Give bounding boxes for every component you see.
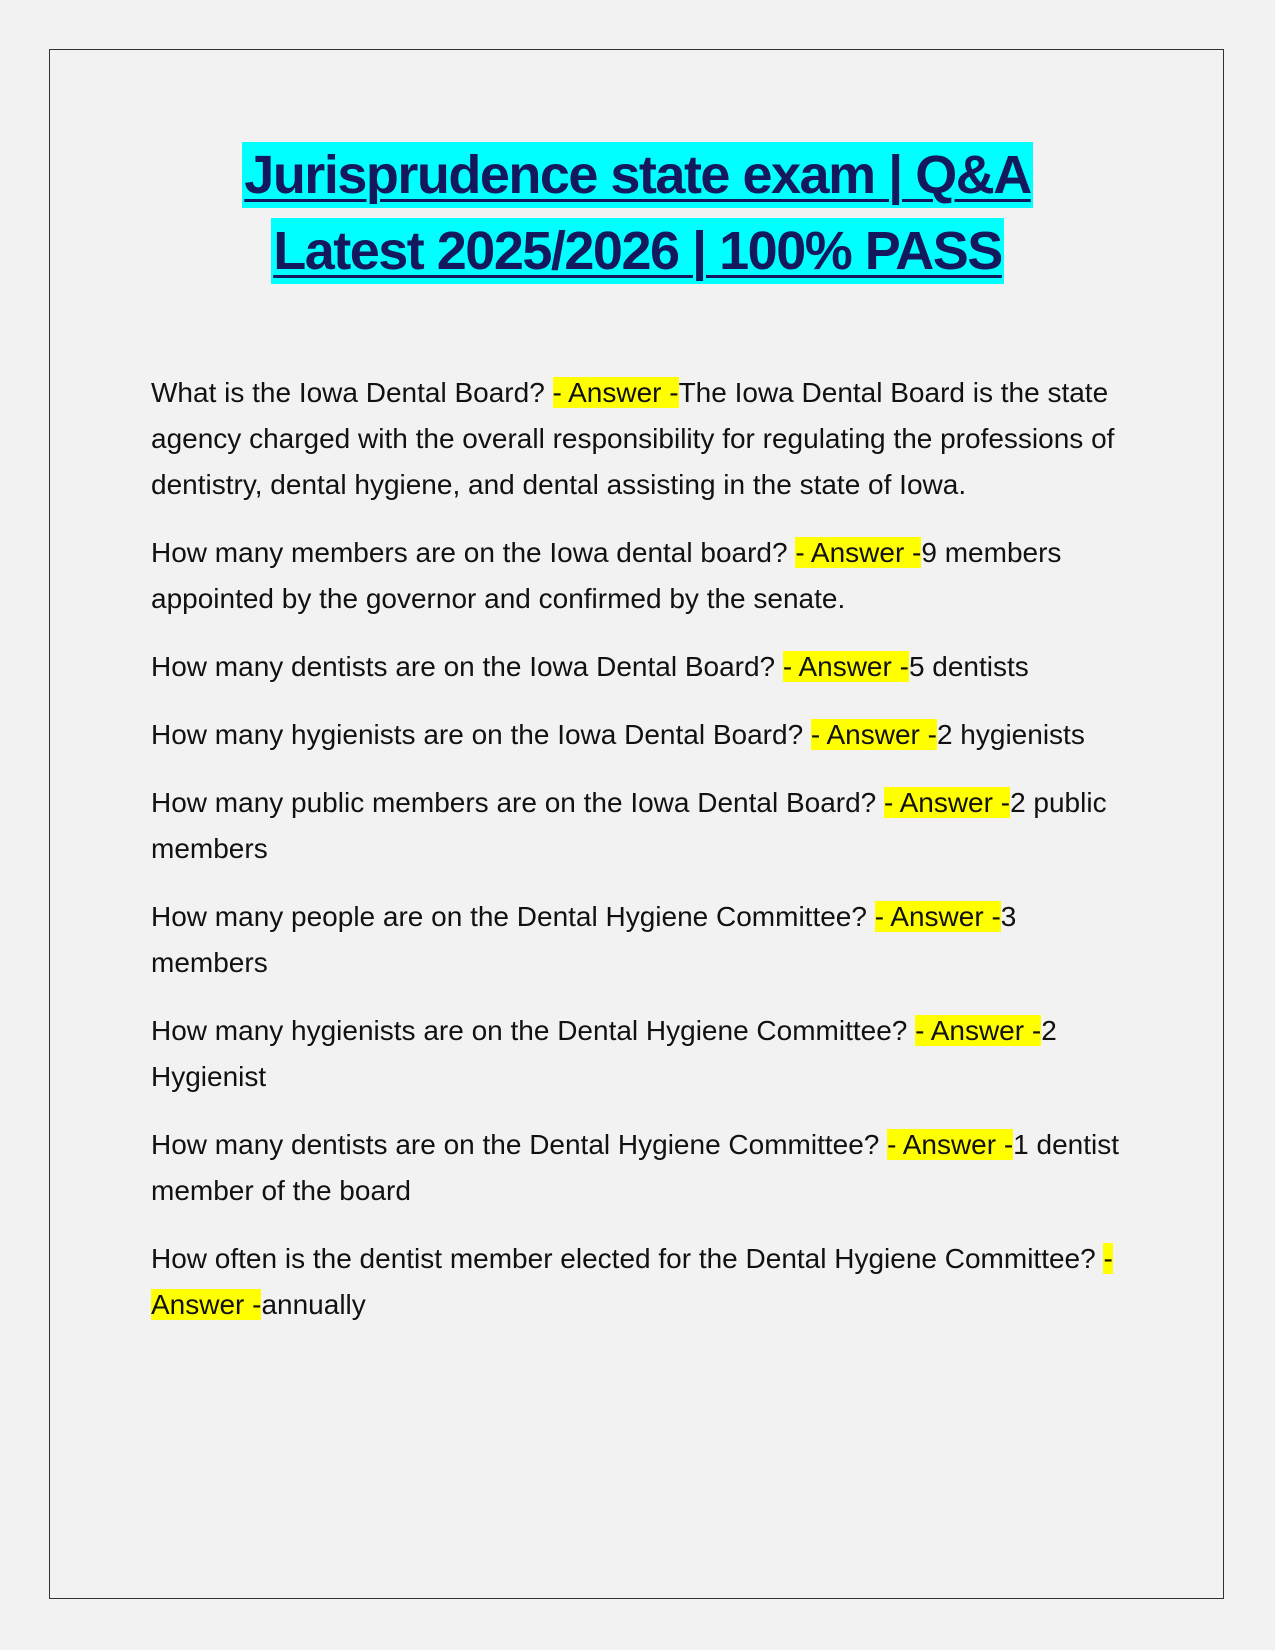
title-line-2: Latest 2025/2026 | 100% PASS: [271, 218, 1004, 284]
answer-text: 2 public members: [151, 787, 1107, 864]
answer-text: 2 Hygienist: [151, 1015, 1057, 1092]
answer-text: 9 members appointed by the governor and confirmed by the senate.: [151, 537, 1062, 614]
answer-text: 1 dentist member of the board: [151, 1129, 1120, 1206]
qa-item: [151, 1008, 1136, 1100]
qa-item: [151, 712, 1136, 758]
answer-text: 3 members: [151, 901, 1017, 978]
qa-item: [151, 1236, 1136, 1328]
title-line-1: Jurisprudence state exam | Q&A: [242, 142, 1032, 208]
question-text: What is the Iowa Dental Board?: [151, 377, 553, 408]
qa-item: [151, 530, 1136, 622]
page-title: [0, 142, 1275, 294]
question-text: How many hygienists are on the Iowa Dental Board?: [151, 719, 811, 750]
question-text: How many public members are on the Iowa Dental Board?: [151, 787, 885, 818]
answer-marker: - Answer -: [884, 787, 1011, 818]
question-text: How often is the dentist member elected for the Dental Hygiene Committee?: [151, 1243, 1104, 1274]
qa-list: [151, 370, 1136, 1350]
qa-item: [151, 780, 1136, 872]
qa-item: [151, 1122, 1136, 1214]
qa-item: [151, 894, 1136, 986]
answer-text: The Iowa Dental Board is the state agency charged with the overall responsibility for regulating the professions of dentistry, dental hygiene, and dental assisting in the state of Iowa.: [151, 377, 1115, 500]
answer-marker: - Answer -: [874, 901, 1001, 932]
qa-item: [151, 644, 1136, 690]
answer-marker: - Answer -: [151, 1243, 1113, 1320]
answer-marker: - Answer -: [552, 377, 679, 408]
answer-marker: - Answer -: [795, 537, 922, 568]
question-text: How many hygienists are on the Dental Hygiene Committee?: [151, 1015, 916, 1046]
answer-text: 5 dentists: [908, 651, 1029, 682]
answer-marker: - Answer -: [810, 719, 937, 750]
question-text: How many people are on the Dental Hygiene Committee?: [151, 901, 875, 932]
question-text: How many dentists are on the Iowa Dental Board?: [151, 651, 783, 682]
answer-marker: - Answer -: [915, 1015, 1042, 1046]
answer-text: 2 hygienists: [936, 719, 1085, 750]
answer-text: annually: [261, 1289, 366, 1320]
answer-marker: - Answer -: [887, 1129, 1014, 1160]
answer-marker: - Answer -: [782, 651, 909, 682]
qa-item: [151, 370, 1136, 508]
question-text: How many dentists are on the Dental Hygiene Committee?: [151, 1129, 888, 1160]
question-text: How many members are on the Iowa dental board?: [151, 537, 796, 568]
